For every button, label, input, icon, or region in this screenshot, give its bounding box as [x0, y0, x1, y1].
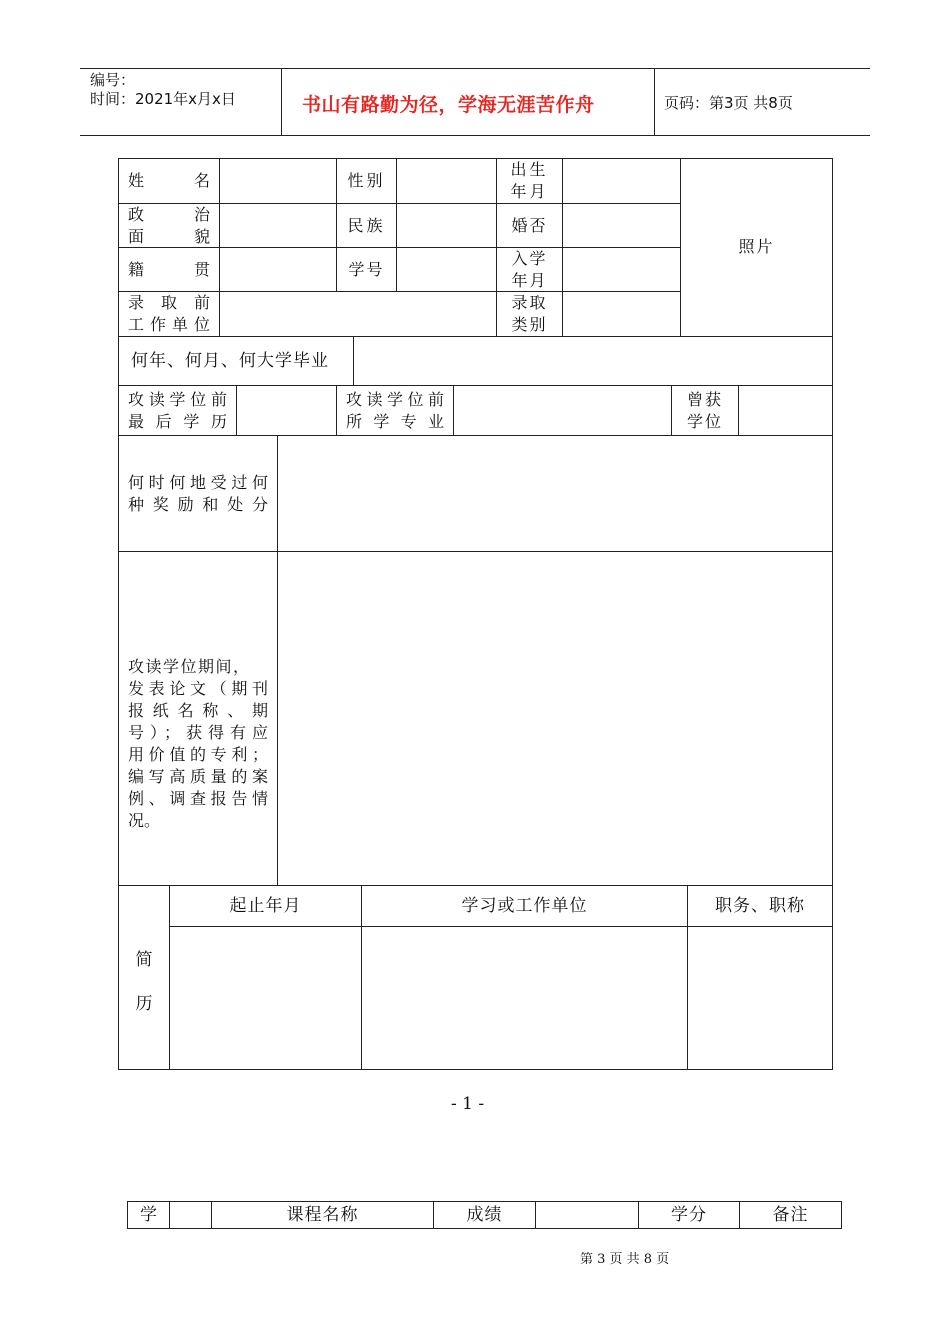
enroll-label-line-2: 年月 [511, 270, 548, 290]
publications-label-cell [118, 551, 278, 886]
birth-label-cell [496, 158, 563, 204]
publications-line-6: 编写高质量的案 [128, 766, 268, 786]
student-id-field[interactable] [396, 247, 497, 292]
page-number: - 1 - [451, 1094, 485, 1114]
resume-period-header [169, 885, 362, 927]
course-col-2-header [169, 1201, 212, 1229]
course-col-1-header [127, 1201, 170, 1229]
name-field[interactable] [219, 158, 337, 204]
course-score-label: 成绩 [466, 1205, 503, 1225]
admission-type-label-cell [496, 291, 563, 337]
last-education-label-line-2: 最后学历 [128, 411, 227, 431]
publications-line-2: 发表论文（期刊 [128, 678, 268, 698]
marital-field[interactable] [562, 203, 681, 248]
course-credit-label: 学分 [671, 1205, 707, 1225]
native-place-field[interactable] [219, 247, 337, 292]
publications-line-8: 况。 [128, 810, 161, 830]
awards-label-cell [118, 435, 278, 552]
publications-line-7: 例、调查报告情 [128, 788, 268, 808]
ethnicity-field[interactable] [396, 203, 497, 248]
gender-field[interactable] [396, 158, 497, 204]
prior-degree-field[interactable] [738, 385, 833, 436]
birth-label-line-2: 年月 [510, 182, 549, 201]
resume-unit-label: 学习或工作单位 [461, 896, 588, 916]
awards-field[interactable] [277, 435, 833, 552]
last-education-label-cell [118, 385, 237, 436]
course-remark-header [739, 1201, 842, 1229]
resume-period-label: 起止年月 [229, 896, 302, 916]
course-score-header [433, 1201, 536, 1229]
graduation-label-cell [118, 336, 354, 386]
resume-label-cell [118, 885, 170, 1070]
native-place-char-1: 籍 [128, 259, 145, 279]
publications-line-1: 攻读学位期间， [128, 656, 251, 676]
native-place-label-cell [118, 247, 220, 292]
name-label-cell [118, 158, 220, 204]
enroll-field[interactable] [562, 247, 681, 292]
resume-position-field[interactable] [687, 926, 833, 1070]
document-code-label: 编号： [90, 71, 136, 89]
prior-unit-label-cell [118, 291, 220, 337]
resume-unit-field[interactable] [361, 926, 688, 1070]
politics-field[interactable] [219, 203, 337, 248]
ethnicity-label-cell [336, 203, 397, 248]
birth-label-line-1: 出生 [510, 160, 549, 179]
prior-degree-label-cell [671, 385, 739, 436]
graduation-label: 何年、何月、何大学毕业 [131, 351, 329, 371]
last-education-field[interactable] [236, 385, 337, 436]
prior-unit-label-line-1: 录取前 [128, 293, 210, 312]
resume-period-field[interactable] [169, 926, 362, 1070]
header-divider-left [281, 68, 282, 135]
awards-label-line-1: 何时何地受过何 [128, 472, 268, 492]
resume-position-header [687, 885, 833, 927]
page-count-label: 页码：第3页 共8页 [664, 94, 793, 112]
admission-type-label-line-2: 类别 [511, 315, 548, 334]
document-date-label: 时间：2021年x月x日 [90, 90, 236, 108]
enroll-label-cell [496, 247, 563, 292]
course-blank-header [535, 1201, 639, 1229]
politics-char-2: 治 [193, 204, 210, 224]
header-divider-right [654, 68, 655, 135]
header-bottom-line [80, 135, 870, 136]
ethnicity-label: 民族 [347, 215, 386, 235]
prior-major-label-cell [336, 385, 454, 436]
prior-degree-label-line-1: 曾获 [686, 389, 723, 409]
prior-major-field[interactable] [453, 385, 672, 436]
gender-label: 性别 [347, 171, 386, 190]
name-label-char-1: 姓 [128, 171, 145, 190]
resume-unit-header [361, 885, 688, 927]
prior-major-label-line-1: 攻读学位前 [346, 389, 444, 409]
prior-degree-label-line-2: 学位 [686, 411, 723, 431]
student-id-label: 学号 [348, 259, 385, 279]
course-col-1-label: 学 [140, 1205, 157, 1225]
native-place-char-2: 贯 [193, 259, 210, 279]
politics-char-4: 貌 [193, 226, 210, 246]
politics-label-cell [118, 203, 220, 248]
awards-label-line-2: 种奖励和处分 [128, 494, 268, 514]
prior-unit-label-line-2: 工作单位 [128, 315, 210, 334]
gender-label-cell [336, 158, 397, 204]
enroll-label-line-1: 入学 [511, 248, 548, 268]
header-top-line [80, 68, 870, 69]
course-name-label: 课程名称 [286, 1205, 359, 1225]
politics-char-3: 面 [128, 226, 145, 246]
politics-char-1: 政 [128, 204, 145, 224]
footer-page-count: 第 3 页 共 8 页 [580, 1252, 670, 1267]
publications-field[interactable] [277, 551, 833, 886]
prior-unit-field[interactable] [219, 291, 497, 337]
publications-line-3: 报纸名称、期 [128, 700, 268, 720]
marital-label: 婚否 [511, 215, 548, 235]
name-label-char-2: 名 [193, 171, 210, 190]
admission-type-label-line-1: 录取 [511, 293, 548, 312]
publications-line-4: 号）；获得有应 [128, 722, 268, 742]
resume-label-char-2: 历 [135, 993, 153, 1014]
publications-line-5: 用价值的专利； [128, 744, 268, 764]
graduation-field[interactable] [353, 336, 833, 386]
admission-type-field[interactable] [562, 291, 681, 337]
resume-position-label: 职务、职称 [715, 896, 805, 916]
course-remark-label: 备注 [772, 1205, 809, 1225]
photo-label: 照片 [738, 237, 775, 256]
prior-major-label-line-2: 所学专业 [346, 411, 444, 431]
last-education-label-line-1: 攻读学位前 [128, 389, 227, 409]
marital-label-cell [496, 203, 563, 248]
course-credit-header [638, 1201, 740, 1229]
resume-label-char-1: 简 [135, 949, 153, 970]
student-id-label-cell [336, 247, 397, 292]
photo-box[interactable] [680, 158, 833, 337]
header-motto: 书山有路勤为径，学海无涯苦作舟 [302, 94, 595, 116]
course-name-header [211, 1201, 434, 1229]
birth-field[interactable] [562, 158, 681, 204]
